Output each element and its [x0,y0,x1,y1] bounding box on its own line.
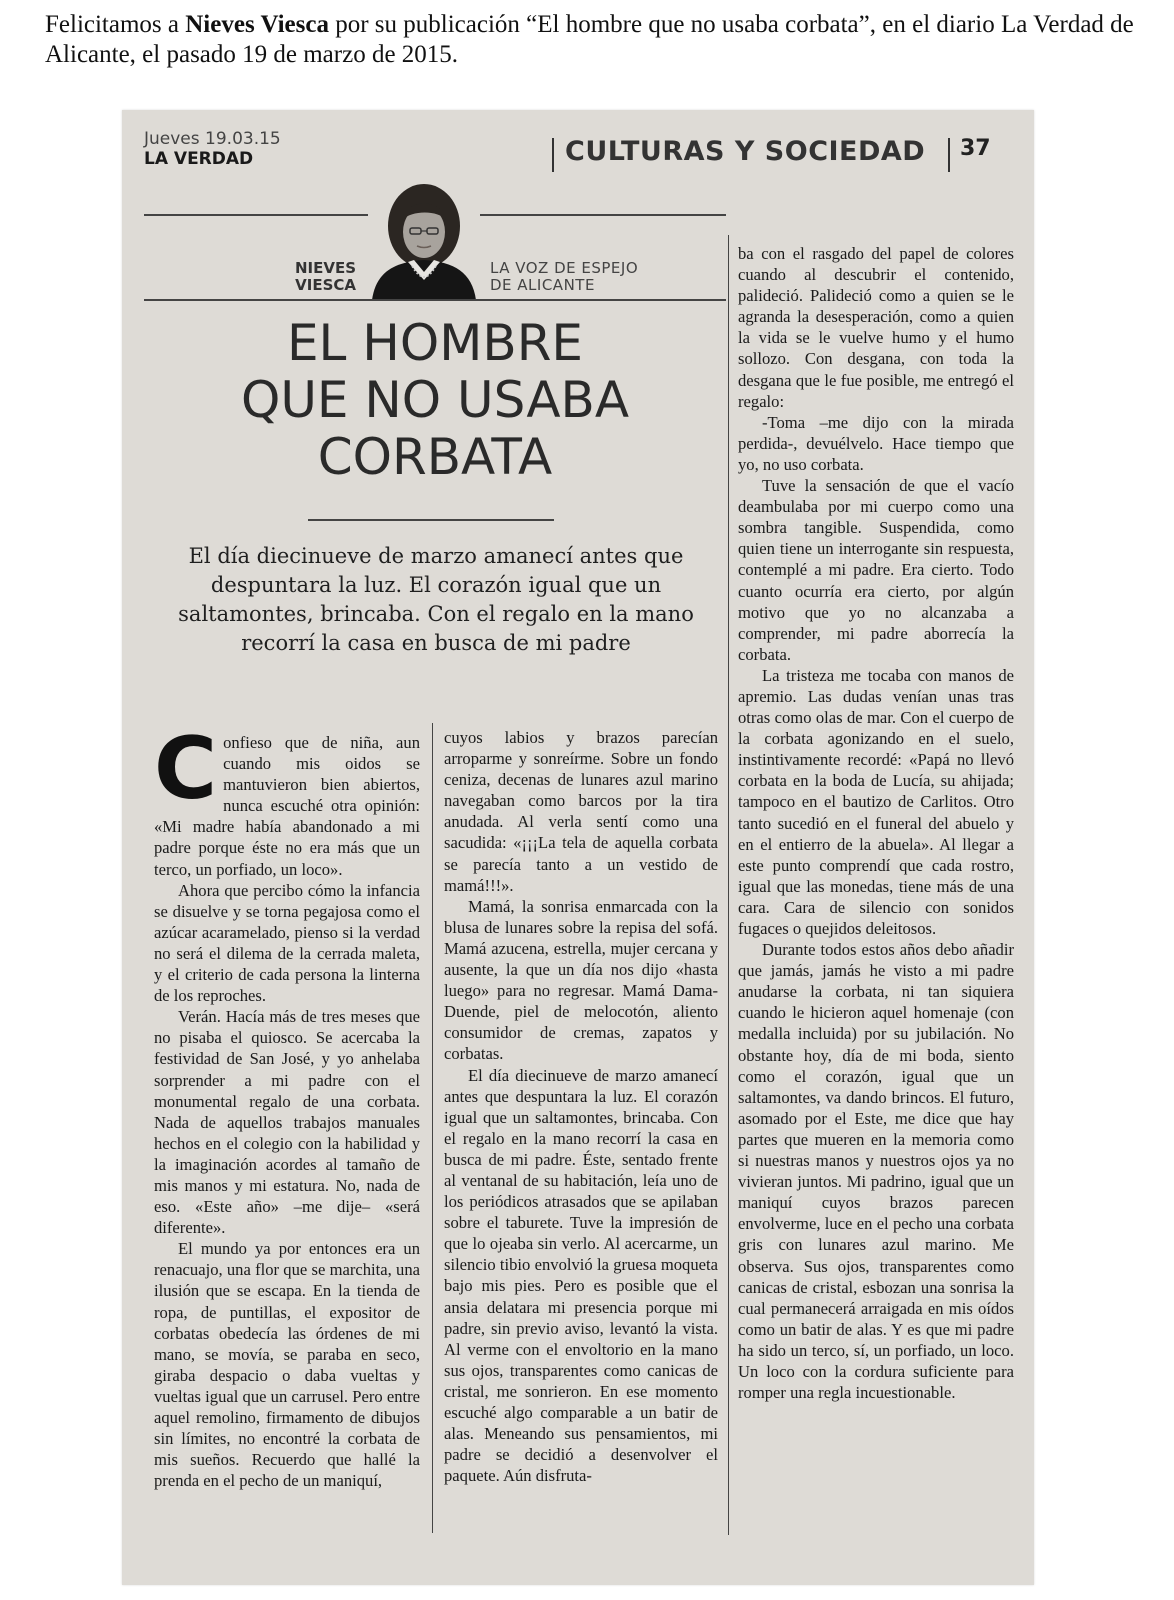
intro-before: Felicitamos a [45,11,186,38]
paragraph: Ahora que percibo cómo la infancia se disuelve y se torna pegajosa como el azúcar acaramelado, pienso si la verdad no será el dilema de la cerrada maleta, y el criterio de cada persona la linterna de los reproches. [154,880,420,1006]
headline-rule [308,519,554,521]
column-divider-2 [728,235,729,1535]
paragraph: cuyos labios y brazos parecían arroparme y sonreírme. Sobre un fondo ceniza, decenas de lunares azul marino navegaban como barcos por la tira anudada. Al verla sentí como una sacudida: «¡¡¡La tela de aquella corbata se parecía tanto a un vestido de mamá!!!». [444,728,718,895]
intro-text [45,10,1135,70]
column-line2: DE ALICANTE [490,276,595,294]
section-divider-right [948,138,950,172]
byline-rule [144,299,726,301]
paragraph: Tuve la sensación de que el vacío deambulaba por mi cuerpo como una sombra tangible. Suspendida, como quien tiene un interrogante sin respuesta, contemplé a mi padre. Era cierto. Todo cuanto ocurría era cierto, por algún motivo que yo no alcanzaba a comprender, mi padre aborrecía la corbata. [738,476,1014,664]
column-divider-1 [432,723,433,1533]
paragraph: El mundo ya por entonces era un renacuajo, una flor que se marchita, una ilusión que se escapa. En la tienda de ropa, de puntillas, el expositor de corbatas obedecía las órdenes de mi mano, se movía, se paraba en seco, giraba despacio o daba vueltas y vueltas igual que un carrusel. Pero entre aquel remolino, firmamento de dibujos sin límites, no encontré la corbata de mis sueños. Recuerdo que hallé la prenda en el pecho de un maniquí, [154,1239,420,1491]
paragraph [154,719,420,880]
article-column-2 [444,727,718,1486]
section-title: CULTURAS Y SOCIEDAD [565,136,926,167]
issue-date: Jueves 19.03.15 [144,129,281,149]
intro-author: Nieves Viesca [185,11,329,38]
headline [144,315,726,486]
paragraph: Mamá, la sonrisa enmarcada con la blusa de lunares sobre la repisa del sofá. Mamá azucena, estrella, mujer cercana y ausente, la que un día nos dijo «hasta luego» para no regresar. Mamá Dama-Duende, piel de melocotón, aliento consumidor de cremas, zapatos y corbatas. [444,896,718,1064]
newspaper-clipping [122,110,1034,1585]
article-column-3 [738,243,1014,1403]
paragraph: -Toma –me dijo con la mirada perdida-, devuélvelo. Hace tiempo que yo, no uso corbata. [738,412,1014,474]
newspaper-name: LA VERDAD [144,149,254,169]
paragraph: ba con el rasgado del papel de colores cuando al descubrir el contenido, palideció. Palideció como a quien se le agranda la desesperación, como a quien la vida se le vuelve humo y el humo sollozo. Con desgana, con toda la desgana que le fue posible, me entregó el regalo: [738,244,1014,411]
author-line2: VIESCA [295,276,356,294]
author-line1: NIEVES [294,259,356,277]
headline-line3: CORBATA [317,428,553,486]
article-column-1 [154,719,420,1491]
paragraph: Verán. Hacía más de tres meses que no pisaba el quiosco. Se acercaba la festividad de San José, y yo anhelaba sorprender a mi padre con el monumental regalo de una corbata. Nada de aquellos trabajos manuales hechos en el colegio con la habilidad y la imaginación acordes al tamaño de mis manos y mi estatura. No, nada de eso. «Este año» –me dije– «será diferente». [154,1007,420,1238]
author-name [282,260,356,294]
intro-after: por su publicación “El hombre que no usaba corbata”, en el diario La Verdad de Alicante, el pasado 19 de marzo de 2015. [45,11,1134,68]
column-name [490,260,638,294]
subtitle: El día diecinueve de marzo amanecí antes que despuntara la luz. El corazón igual que un saltamontes, brincaba. Con el regalo en la mano recorrí la casa en busca de mi padre [178,544,694,655]
page-number: 37 [960,136,991,161]
paragraph: El día diecinueve de marzo amanecí antes que despuntara la luz. El corazón igual que un saltamontes, brincaba. Con el regalo en la mano recorrí la casa en busca de mi padre. Éste, sentado frente al ventanal de su habitación, leía uno de los periódicos atrasados que se apilaban sobre el taburete. Tuve la impresión de que lo ojeaba sin verlo. Al acercarme, un silencio tibio envolvió la gruesa moqueta bajo mis pies. Pero es posible que el ansia delatara mi presencia porque mi padre, sin previo aviso, levantó la vista. Al verme con el envoltorio en la mano sus ojos, transparentes como canicas de cristal, me sonrieron. En ese momento escuché algo comparable a un batir de alas. Meneando sus pensamientos, mi padre se decidió a desenvolver el paquete. Aún disfruta- [444,1065,718,1486]
paragraph-text: onfieso que de niña, aun cuando mis oidos se mantuvieron bien abiertos, nunca escuché otra opinión: «Mi madre había abandonado a mi padre porque éste no era más que un terco, un porfiado, un loco». [154,733,420,879]
headline-line1: EL HOMBRE [286,314,584,372]
headline-line2: QUE NO USABA [240,371,630,429]
section-divider-left [552,138,554,172]
drop-cap: C [154,719,218,819]
column-line1: LA VOZ DE ESPEJO [490,259,639,277]
paragraph: Durante todos estos años debo añadir que jamás, jamás he visto a mi padre anudarse la corbata, ni tan siquiera cuando le hicieron aquel homenaje (con medalla incluida) por su jubilación. No obstante hoy, día de mi boda, siento como el corazón, igual que un saltamontes, va dando brincos. El futuro, asomado por el Este, me dice que hay partes que mueren en la memoria como si nuestras manos y nuestros ojos ya no vivieran juntos. Mi padrino, igual que un maniquí cuyos brazos parecen envolverme, luce en el pecho una corbata gris con lunares azul marino. Me observa. Sus ojos, transparentes como canicas de cristal, esbozan una sonrisa la cual permanecerá arraigada en mis oídos como un batir de alas. Y es que mi padre ha sido un terco, sí, un porfiado, un loco. Un loco con la cordura suficiente para romper una regla incuestionable. [738,940,1014,1403]
paragraph: La tristeza me tocaba con manos de apremio. Las dudas venían unas tras otras como olas de mar. Con el cuerpo de la corbata agonizando en el suelo, instintivamente recordé: «Papá no llevó corbata en la boda de Lucía, su ahijada; tampoco en el bautizo de Carlitos. Otro tanto sucedió en el funeral del abuelo y en el entierro de la abuela». Al llegar a este punto comprendí que cada rostro, igual que las monedas, tiene más de una cara. Cara de silencio con sonidos fugaces o quejidos deleitosos. [738,665,1014,938]
author-photo [368,176,480,300]
